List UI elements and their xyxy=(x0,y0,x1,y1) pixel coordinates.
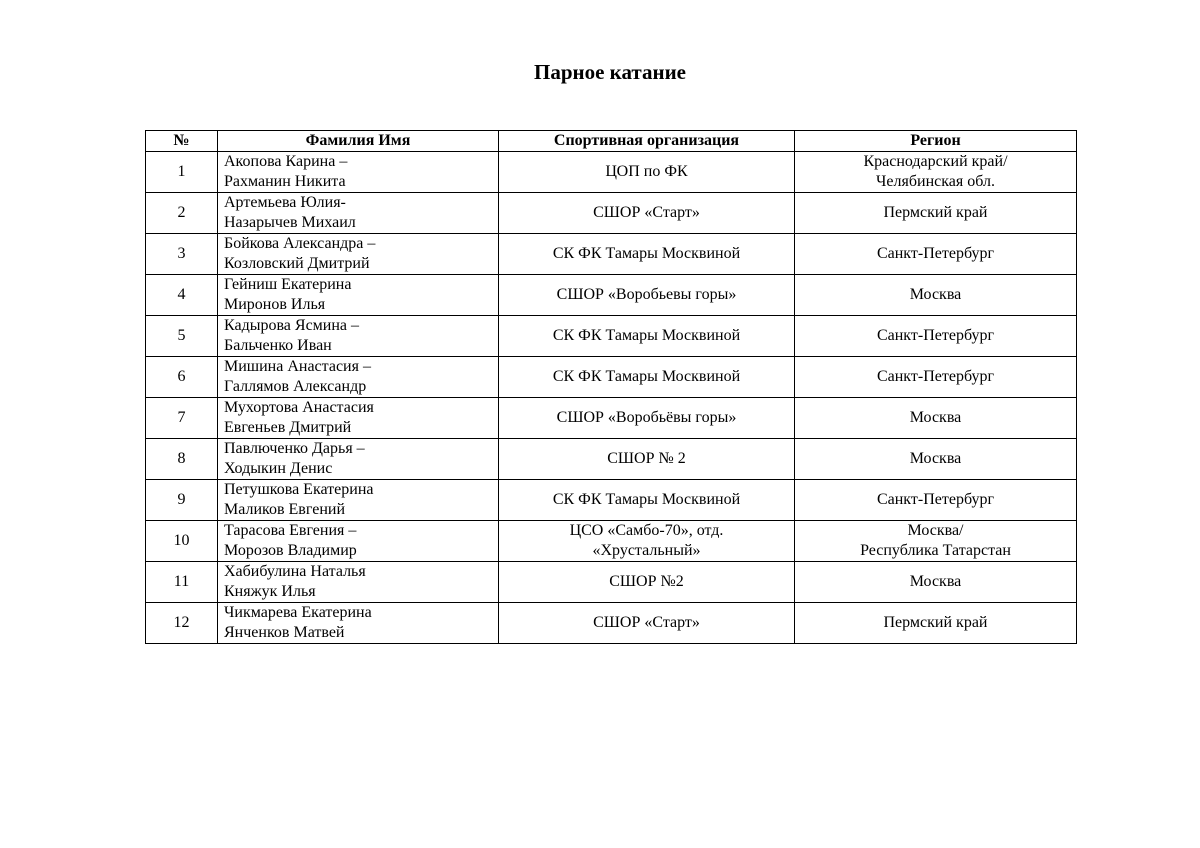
region-cell xyxy=(795,234,1077,275)
region-cell xyxy=(795,521,1077,562)
pair-names-cell xyxy=(218,439,499,480)
region-cell xyxy=(795,562,1077,603)
sport-organization-cell xyxy=(499,398,795,439)
region-line: Москва xyxy=(909,286,962,303)
pair-names-cell xyxy=(218,398,499,439)
row-number: 3 xyxy=(146,234,218,275)
row-number: 4 xyxy=(146,275,218,316)
pair-names-line: Бальченко Иван xyxy=(224,337,332,354)
region-cell xyxy=(795,193,1077,234)
sport-organization-line: «Хрустальный» xyxy=(592,542,701,559)
pair-names-cell xyxy=(218,152,499,193)
sport-organization-line: СШОР «Старт» xyxy=(593,204,700,221)
pair-names-line: Ходыкин Денис xyxy=(224,460,333,477)
region-cell xyxy=(795,357,1077,398)
row-number: 2 xyxy=(146,193,218,234)
pair-names-line: Петушкова Екатерина xyxy=(224,481,374,498)
sport-organization-line: ЦСО «Самбо-70», отд. xyxy=(569,522,724,539)
pair-names-line: Артемьева Юлия- xyxy=(224,194,346,211)
region-line: Москва xyxy=(909,450,962,467)
sport-organization-line: ЦОП по ФК xyxy=(605,163,688,180)
table-body xyxy=(146,152,1077,644)
sport-organization-cell xyxy=(499,562,795,603)
region-cell xyxy=(795,275,1077,316)
region-line: Краснодарский край/ xyxy=(863,153,1008,170)
pair-names-cell xyxy=(218,562,499,603)
header-org: Спортивная организация xyxy=(499,131,795,152)
pair-names-line: Маликов Евгений xyxy=(224,501,345,518)
sport-organization-line: СК ФК Тамары Москвиной xyxy=(552,368,741,385)
region-cell xyxy=(795,603,1077,644)
sport-organization-cell xyxy=(499,480,795,521)
region-cell xyxy=(795,439,1077,480)
pair-names-cell xyxy=(218,357,499,398)
region-line: Москва/ xyxy=(907,522,964,539)
table-row xyxy=(146,316,1077,357)
page-title: Парное катание xyxy=(533,60,686,84)
sport-organization-line: СК ФК Тамары Москвиной xyxy=(552,327,741,344)
pair-names-line: Княжук Илья xyxy=(224,583,316,600)
table-row xyxy=(146,193,1077,234)
pair-names-line: Рахманин Никита xyxy=(224,173,346,190)
region-line: Москва xyxy=(909,573,962,590)
sport-organization-cell xyxy=(499,152,795,193)
table-row xyxy=(146,562,1077,603)
pair-names-line: Янченков Матвей xyxy=(224,624,345,641)
pair-names-cell xyxy=(218,234,499,275)
pair-names-line: Назарычев Михаил xyxy=(224,214,356,231)
region-cell xyxy=(795,316,1077,357)
sport-organization-cell xyxy=(499,603,795,644)
table-header-row xyxy=(146,131,1077,152)
header-region: Регион xyxy=(795,131,1077,152)
row-number: 8 xyxy=(146,439,218,480)
table-row xyxy=(146,275,1077,316)
pair-names-line: Чикмарева Екатерина xyxy=(224,604,372,621)
row-number: 5 xyxy=(146,316,218,357)
pair-names-cell xyxy=(218,521,499,562)
region-line: Санкт-Петербург xyxy=(876,491,995,508)
header-name: Фамилия Имя xyxy=(218,131,499,152)
sport-organization-line: СК ФК Тамары Москвиной xyxy=(552,245,741,262)
pair-names-line: Евгеньев Дмитрий xyxy=(224,419,352,436)
table-row xyxy=(146,234,1077,275)
region-line: Москва xyxy=(909,409,962,426)
pair-names-line: Бойкова Александра – xyxy=(224,235,376,252)
sport-organization-line: СШОР «Воробьевы горы» xyxy=(556,286,737,303)
region-line: Республика Татарстан xyxy=(860,542,1011,559)
sport-organization-cell xyxy=(499,193,795,234)
sport-organization-line: СК ФК Тамары Москвиной xyxy=(552,491,741,508)
row-number: 10 xyxy=(146,521,218,562)
pair-names-line: Кадырова Ясмина – xyxy=(224,317,360,334)
row-number: 1 xyxy=(146,152,218,193)
pair-names-cell xyxy=(218,316,499,357)
pair-names-line: Козловский Дмитрий xyxy=(224,255,370,272)
sport-organization-line: СШОР «Старт» xyxy=(593,614,700,631)
sport-organization-cell xyxy=(499,357,795,398)
table-row xyxy=(146,521,1077,562)
pair-names-line: Гейниш Екатерина xyxy=(224,276,352,293)
region-line: Санкт-Петербург xyxy=(876,245,995,262)
sport-organization-cell xyxy=(499,316,795,357)
row-number: 12 xyxy=(146,603,218,644)
pair-names-line: Акопова Карина – xyxy=(224,153,348,170)
sport-organization-line: СШОР № 2 xyxy=(607,450,686,467)
region-line: Санкт-Петербург xyxy=(876,368,995,385)
sport-organization-line: СШОР «Воробьёвы горы» xyxy=(556,409,737,426)
row-number: 7 xyxy=(146,398,218,439)
region-line: Санкт-Петербург xyxy=(876,327,995,344)
pair-names-line: Тарасова Евгения – xyxy=(224,522,357,539)
header-num: № xyxy=(146,131,218,152)
pair-names-cell xyxy=(218,480,499,521)
table-row xyxy=(146,152,1077,193)
pair-names-cell xyxy=(218,193,499,234)
region-line: Челябинская обл. xyxy=(876,173,995,190)
sport-organization-cell xyxy=(499,234,795,275)
pair-names-line: Галлямов Александр xyxy=(224,378,367,395)
region-cell xyxy=(795,480,1077,521)
region-line: Пермский край xyxy=(883,614,988,631)
pair-names-cell xyxy=(218,603,499,644)
table-row xyxy=(146,398,1077,439)
pair-names-line: Павлюченко Дарья – xyxy=(224,440,365,457)
row-number: 9 xyxy=(146,480,218,521)
pair-names-line: Мухортова Анастасия xyxy=(224,399,374,416)
region-line: Пермский край xyxy=(883,204,988,221)
table-row xyxy=(146,439,1077,480)
pairs-table xyxy=(145,130,1077,644)
pair-names-line: Мишина Анастасия – xyxy=(224,358,371,375)
table-row xyxy=(146,480,1077,521)
pair-names-line: Морозов Владимир xyxy=(224,542,357,559)
row-number: 6 xyxy=(146,357,218,398)
table-row xyxy=(146,603,1077,644)
region-cell xyxy=(795,398,1077,439)
sport-organization-cell xyxy=(499,439,795,480)
pair-names-line: Хабибулина Наталья xyxy=(224,563,366,580)
pair-names-line: Миронов Илья xyxy=(224,296,326,313)
sport-organization-cell xyxy=(499,521,795,562)
sport-organization-cell xyxy=(499,275,795,316)
row-number: 11 xyxy=(146,562,218,603)
pair-names-cell xyxy=(218,275,499,316)
table-row xyxy=(146,357,1077,398)
region-cell xyxy=(795,152,1077,193)
sport-organization-line: СШОР №2 xyxy=(609,573,684,590)
